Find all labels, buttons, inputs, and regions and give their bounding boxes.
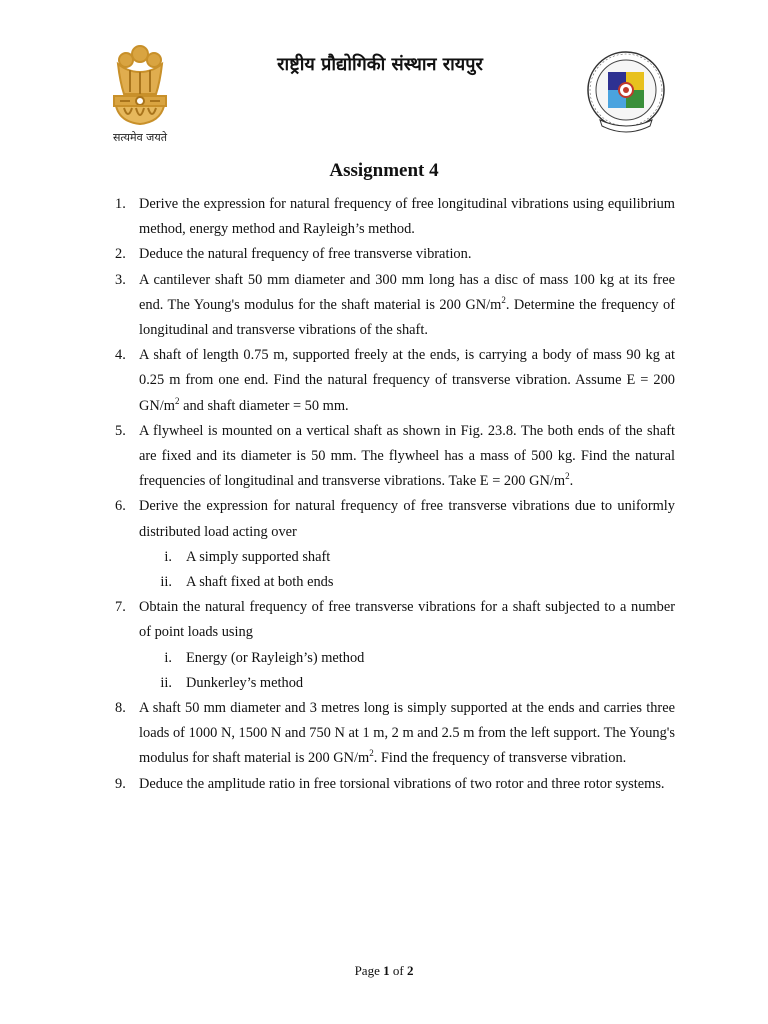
sub-question-text: A shaft fixed at both ends [186,574,334,591]
question-text [139,192,675,242]
question-text [139,772,675,797]
sub-question-list [139,545,675,595]
question-item [100,343,675,419]
question-number: 5. [115,422,126,439]
question-text-part: A cantilever shaft 50 mm diameter and 300 mm long has a disc of mass 100 kg at its free end. The Young's modulus for the shaft material is 200 GN/m [139,271,675,313]
superscript: 2 [501,295,506,306]
sub-question-number: i. [164,548,172,565]
question-item [100,494,675,595]
sub-question-item [139,646,675,671]
sub-question-number: ii. [160,674,172,691]
question-item [100,242,675,267]
sub-question-item [139,671,675,696]
question-number: 3. [115,271,126,288]
superscript: 2 [369,748,374,759]
question-number: 4. [115,347,126,364]
question-text-part: . Determine the frequency of longitudinal and transverse vibrations of the shaft. [139,296,675,339]
superscript: 2 [174,395,180,406]
page-word: Page [354,963,384,978]
current-page-number: 1 [383,963,390,978]
question-item [100,696,675,772]
question-item [100,192,675,242]
question-number: 8. [115,700,126,717]
question-text [139,343,675,419]
question-text-part: A shaft 50 mm diameter and 3 metres long is simply supported at the ends and carries three loads of 1000 N, 1500 N and 750 N at 1 m, 2 m and 2.5 m from the left support. The Young's modulus for shaft material is 200 GN/m [139,700,675,767]
national-emblem-icon [100,42,180,130]
sub-question-text: Energy (or Rayleigh’s) method [186,649,365,666]
question-text-part: Derive the expression for natural frequency of free transverse vibrations due to uniformly distributed load acting over [139,498,675,540]
question-text [139,242,675,267]
question-item [100,595,675,696]
question-number: 9. [115,775,126,792]
superscript: 2 [565,471,570,482]
assignment-title: Assignment 4 [329,160,439,181]
page-footer [0,963,768,979]
page-header [0,0,768,160]
question-text-part: and shaft diameter = 50 mm. [179,397,349,414]
institute-seal-icon [584,50,668,134]
question-number: 7. [115,599,126,616]
sub-question-item [139,570,675,595]
sub-question-text: A simply supported shaft [186,548,331,565]
question-item [100,419,675,495]
question-text [139,696,675,772]
question-number: 1. [115,196,126,212]
total-pages-number: 2 [406,963,414,978]
question-text-part: Derive the expression for natural frequency of free longitudinal vibrations using equilibrium method, energy method and Rayleigh’s method. [139,196,675,238]
emblem-motto: सत्यमेव जयते [112,131,167,144]
question-text [139,419,675,495]
question-text [139,494,675,544]
national-emblem [100,42,180,150]
question-number: 2. [115,246,126,263]
question-list [100,192,675,797]
sub-question-number: i. [164,649,172,666]
question-text [139,268,675,344]
sub-question-number: ii. [160,574,172,591]
question-text-part: A shaft of length 0.75 m, supported freely at the ends, is carrying a body of mass 90 kg at 0.25 m from one end. Find the natural frequency of transverse vibration. Assume E = 200 GN/m [139,347,675,414]
question-number: 6. [115,498,126,515]
sub-question-text: Dunkerley’s method [186,674,304,691]
sub-question-item [139,545,675,570]
question-text-part: Obtain the natural frequency of free transverse vibrations for a shaft subjected to a number of point loads using [139,599,675,641]
question-item [100,772,675,797]
question-text-part: A flywheel is mounted on a vertical shaft as shown in Fig. 23.8. The both ends of the shaft are fixed and its diameter is 50 mm. The flywheel has a mass of 500 kg. Find the natural frequencies of longitudinal and transverse vibrations. Take E = 200 GN/m [139,422,675,490]
institute-seal [584,50,668,134]
institute-name: राष्ट्रीय प्रौद्योगिकी संस्थान रायपुर [277,54,483,75]
question-text [139,595,675,645]
question-text-part: . Find the frequency of transverse vibration. [373,750,627,767]
question-text-part: Deduce the natural frequency of free transverse vibration. [139,246,472,263]
sub-question-list [139,646,675,696]
question-text-part: . [569,473,574,490]
page-of-word: of [389,963,407,978]
question-text-part: Deduce the amplitude ratio in free torsional vibrations of two rotor and three rotor systems. [139,775,665,792]
question-item [100,268,675,344]
